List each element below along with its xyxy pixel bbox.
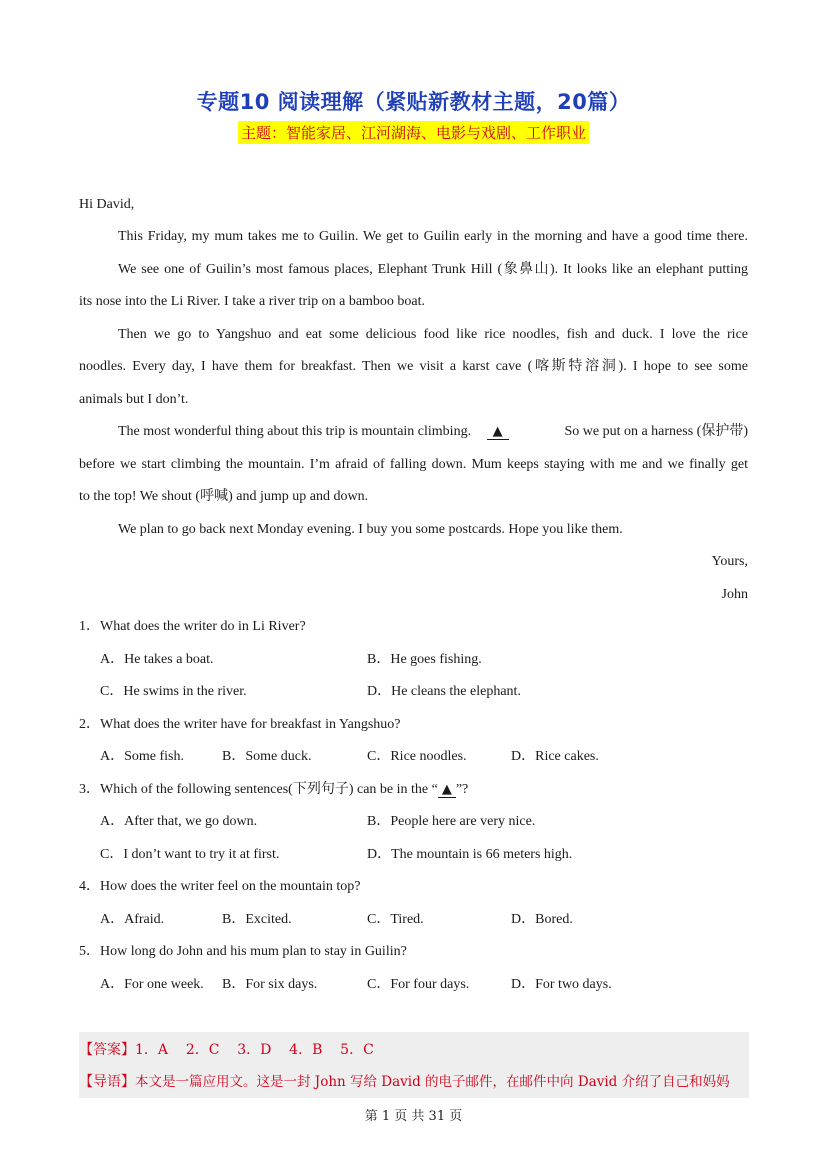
paragraph-4-text-after: So we put on a harness (保护带)	[564, 424, 748, 439]
blank-marker: ▲	[487, 424, 509, 440]
letter-paragraph-2-line-2: its nose into the Li River. I take a river trip on a bamboo boat.	[79, 294, 426, 309]
subtitle-wrap	[0, 121, 827, 144]
question-4-option-a[interactable]: A．Afraid.	[100, 912, 165, 927]
question-5-option-c[interactable]: C．For four days.	[367, 977, 470, 992]
letter-paragraph-3-line-3: animals but I don’t.	[79, 392, 189, 407]
answer-text: 1．A 2．C 3．D 4．B 5．C	[135, 1042, 374, 1058]
question-3-stem-before: 3．Which of the following sentences(下列句子) can be in the “	[79, 782, 438, 797]
question-1-option-b[interactable]: B．He goes fishing.	[367, 652, 482, 667]
letter-paragraph-4-line-1	[118, 423, 748, 441]
question-3-option-b[interactable]: B．People here are very nice.	[367, 814, 536, 829]
letter-paragraph-4-line-2: before we start climbing the mountain. I’m afraid of falling down. Mum keeps staying with me and we finally get	[79, 457, 748, 472]
question-1-option-c[interactable]: C．He swims in the river.	[100, 684, 247, 699]
answer-label: 【答案】	[79, 1042, 135, 1058]
question-2-stem: 2．What does the writer have for breakfast in Yangshuo?	[79, 717, 401, 732]
letter-paragraph-1: This Friday, my mum takes me to Guilin. We get to Guilin early in the morning and have a good time there.	[118, 229, 748, 244]
question-3-stem	[79, 781, 468, 799]
letter-greeting: Hi David,	[79, 197, 135, 212]
question-5-option-b[interactable]: B．For six days.	[222, 977, 318, 992]
question-4-stem: 4．How does the writer feel on the mountain top?	[79, 879, 361, 894]
paragraph-4-text-before: The most wonderful thing about this trip is mountain climbing.	[118, 424, 472, 439]
question-5-stem: 5．How long do John and his mum plan to stay in Guilin?	[79, 944, 407, 959]
guide-label: 【导语】	[79, 1074, 135, 1090]
letter-paragraph-3-line-2: noodles. Every day, I have them for breakfast. Then we visit a karst cave (喀斯特溶洞). I hope to see some	[79, 359, 748, 374]
letter-paragraph-3-line-1: Then we go to Yangshuo and eat some delicious food like rice noodles, fish and duck. I love the rice	[118, 327, 748, 342]
question-3-option-d[interactable]: D．The mountain is 66 meters high.	[367, 847, 573, 862]
guide-line	[79, 1073, 730, 1091]
guide-text: 本文是一篇应用文。这是一封 John 写给 David 的电子邮件，在邮件中向 David 介绍了自己和妈妈	[135, 1074, 730, 1090]
question-1-stem: 1．What does the writer do in Li River?	[79, 619, 306, 634]
question-2-option-c[interactable]: C．Rice noodles.	[367, 749, 467, 764]
question-2-option-b[interactable]: B．Some duck.	[222, 749, 312, 764]
letter-closing: Yours,	[711, 554, 748, 569]
question-4-option-b[interactable]: B．Excited.	[222, 912, 292, 927]
page-title: 专题10 阅读理解（紧贴新教材主题，20篇）	[196, 90, 631, 114]
question-3-stem-after: ”?	[455, 782, 469, 797]
question-5-option-a[interactable]: A．For one week.	[100, 977, 204, 992]
question-3-option-a[interactable]: A．After that, we go down.	[100, 814, 258, 829]
question-4-option-d[interactable]: D．Bored.	[511, 912, 573, 927]
question-1-option-a[interactable]: A．He takes a boat.	[100, 652, 214, 667]
answer-line	[79, 1041, 374, 1059]
topic-subtitle: 主题：智能家居、江河湖海、电影与戏剧、工作职业	[238, 121, 589, 144]
letter-signature: John	[721, 587, 748, 602]
question-1-option-d[interactable]: D．He cleans the elephant.	[367, 684, 521, 699]
question-3-option-c[interactable]: C．I don’t want to try it at first.	[100, 847, 280, 862]
page-footer: 第 1 页 共 31 页	[364, 1109, 463, 1124]
question-3-blank-marker: ▲	[438, 782, 456, 798]
letter-paragraph-2-line-1: We see one of Guilin’s most famous places, Elephant Trunk Hill (象鼻山). It looks like an elephant putting	[118, 262, 748, 277]
question-2-option-a[interactable]: A．Some fish.	[100, 749, 184, 764]
letter-paragraph-4-line-3: to the top! We shout (呼喊) and jump up and down.	[79, 489, 369, 504]
letter-paragraph-5: We plan to go back next Monday evening. I buy you some postcards. Hope you like them.	[118, 522, 623, 537]
question-4-option-c[interactable]: C．Tired.	[367, 912, 424, 927]
question-2-option-d[interactable]: D．Rice cakes.	[511, 749, 599, 764]
question-5-option-d[interactable]: D．For two days.	[511, 977, 612, 992]
